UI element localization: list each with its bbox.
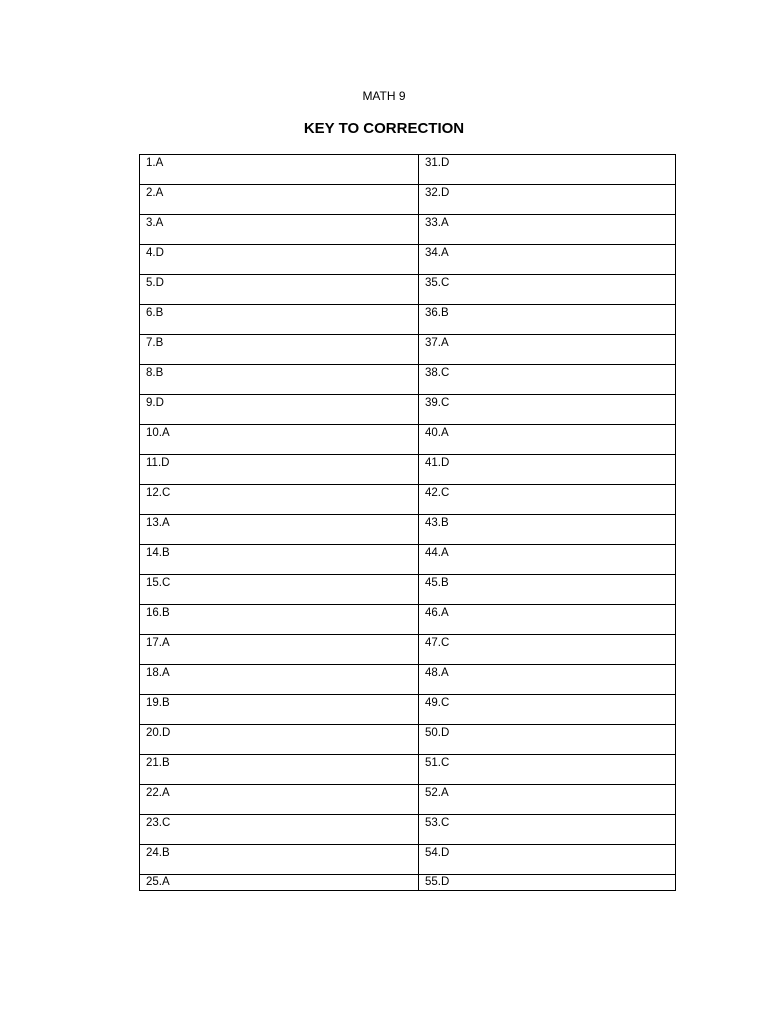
document-title: KEY TO CORRECTION <box>303 120 465 137</box>
table-row <box>140 275 676 305</box>
answer-cell-left: 18.A <box>140 665 419 695</box>
table-row <box>140 365 676 395</box>
answer-cell-left: 22.A <box>140 785 419 815</box>
answer-cell-right: 52.A <box>419 785 676 815</box>
answer-cell-right: 38.C <box>419 365 676 395</box>
answer-cell-right: 33.A <box>419 215 676 245</box>
answer-cell-left: 7.B <box>140 335 419 365</box>
answer-cell-right: 35.C <box>419 275 676 305</box>
table-row <box>140 845 676 875</box>
answer-cell-left: 10.A <box>140 425 419 455</box>
answer-cell-left: 12.C <box>140 485 419 515</box>
answer-cell-right: 51.C <box>419 755 676 785</box>
answer-cell-right: 44.A <box>419 545 676 575</box>
answer-cell-left: 11.D <box>140 455 419 485</box>
table-row <box>140 515 676 545</box>
answer-cell-right: 41.D <box>419 455 676 485</box>
answer-cell-right: 40.A <box>419 425 676 455</box>
table-row <box>140 635 676 665</box>
table-row <box>140 815 676 845</box>
table-row <box>140 485 676 515</box>
answer-cell-right: 55.D <box>419 875 676 891</box>
answer-cell-left: 24.B <box>140 845 419 875</box>
answer-cell-right: 45.B <box>419 575 676 605</box>
answer-cell-left: 13.A <box>140 515 419 545</box>
answer-cell-left: 2.A <box>140 185 419 215</box>
answer-cell-right: 53.C <box>419 815 676 845</box>
table-row <box>140 155 676 185</box>
answer-cell-left: 9.D <box>140 395 419 425</box>
answer-cell-left: 21.B <box>140 755 419 785</box>
answer-cell-right: 54.D <box>419 845 676 875</box>
answer-cell-left: 15.C <box>140 575 419 605</box>
answer-cell-left: 1.A <box>140 155 419 185</box>
table-row <box>140 665 676 695</box>
table-row <box>140 695 676 725</box>
answer-cell-left: 3.A <box>140 215 419 245</box>
answer-cell-right: 49.C <box>419 695 676 725</box>
document-subject: MATH 9 <box>362 89 406 103</box>
answer-cell-right: 39.C <box>419 395 676 425</box>
table-row <box>140 395 676 425</box>
table-row <box>140 455 676 485</box>
table-row <box>140 335 676 365</box>
answer-cell-left: 23.C <box>140 815 419 845</box>
table-row <box>140 785 676 815</box>
table-row <box>140 725 676 755</box>
answer-cell-left: 6.B <box>140 305 419 335</box>
answer-cell-left: 8.B <box>140 365 419 395</box>
answer-cell-right: 34.A <box>419 245 676 275</box>
answer-cell-left: 16.B <box>140 605 419 635</box>
table-row <box>140 755 676 785</box>
answer-cell-left: 14.B <box>140 545 419 575</box>
answer-cell-right: 48.A <box>419 665 676 695</box>
table-row <box>140 215 676 245</box>
table-row <box>140 545 676 575</box>
answer-cell-right: 47.C <box>419 635 676 665</box>
answer-cell-left: 20.D <box>140 725 419 755</box>
table-row <box>140 245 676 275</box>
answer-key-table <box>139 154 676 891</box>
table-row <box>140 425 676 455</box>
answer-cell-left: 5.D <box>140 275 419 305</box>
answer-cell-right: 46.A <box>419 605 676 635</box>
answer-cell-left: 4.D <box>140 245 419 275</box>
answer-cell-left: 17.A <box>140 635 419 665</box>
table-row <box>140 305 676 335</box>
table-row <box>140 605 676 635</box>
answer-cell-right: 43.B <box>419 515 676 545</box>
table-row <box>140 185 676 215</box>
answer-cell-right: 36.B <box>419 305 676 335</box>
answer-cell-right: 37.A <box>419 335 676 365</box>
answer-cell-right: 31.D <box>419 155 676 185</box>
answer-key-body <box>140 155 676 891</box>
table-row <box>140 875 676 891</box>
answer-cell-left: 25.A <box>140 875 419 891</box>
answer-cell-left: 19.B <box>140 695 419 725</box>
answer-cell-right: 50.D <box>419 725 676 755</box>
answer-cell-right: 32.D <box>419 185 676 215</box>
table-row <box>140 575 676 605</box>
answer-cell-right: 42.C <box>419 485 676 515</box>
